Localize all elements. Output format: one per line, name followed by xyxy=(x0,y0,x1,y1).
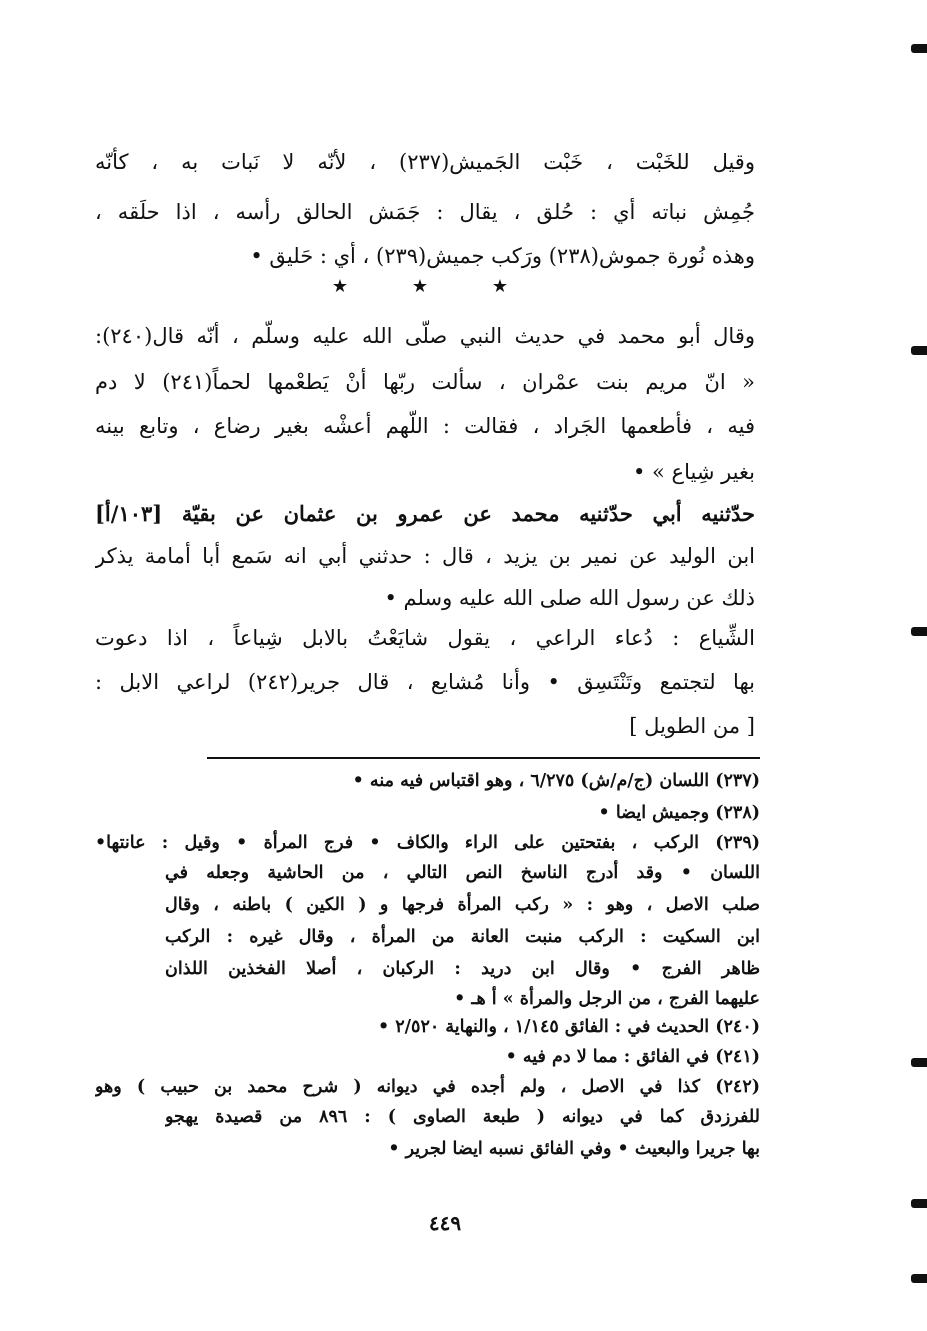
scan-mark xyxy=(911,1274,927,1283)
body-line: وهذه نُورة جموش(٢٣٨) ورَكب جميش(٢٣٩) ، أي : حَليق • xyxy=(250,244,755,268)
footnote-line: اللسان • وقد أدرج الناسخ النص التالي ، من الحاشية وجعله في xyxy=(165,863,760,883)
body-line: ابن الوليد عن نمير بن يزيد ، قال : حدثني أبي انه سَمع أبا أمامة يذكر xyxy=(95,544,755,568)
body-line: وقيل للخَبْت ، خَبْت الجَميش(٢٣٧) ، لأنّه لا نَبات به ، كأنّه xyxy=(95,150,755,174)
scan-mark xyxy=(911,44,927,53)
footnote-line: ظاهر الفرج • وقال ابن دريد : الركبان ، أصلا الفخذين اللذان xyxy=(165,959,760,979)
body-line: حدّثنيه أبي حدّثنيه محمد عن عمرو بن عثمان عن بقيّة [١٠٣/أ] xyxy=(95,501,755,526)
scan-mark xyxy=(911,1199,927,1208)
footnote-line: للفرزدق كما في ديوانه ( طبعة الصاوى ) : ٨٩٦ من قصيدة يهجو xyxy=(165,1107,760,1127)
footnotes xyxy=(95,0,760,1180)
footnote-line: (٢٣٧) اللسان (ج/م/ش) ٦/٢٧٥ ، وهو اقتباس فيه منه • xyxy=(352,771,760,791)
footnote-line: (٢٤١) في الفائق : مما لا دم فيه • xyxy=(505,1047,760,1067)
footnote-line: (٢٣٩) الركب ، بفتحتين على الراء والكاف • فرج المرأة • وقيل : عانتها• xyxy=(95,833,760,853)
scan-mark xyxy=(911,1058,927,1067)
body-line: الشِّياع : دُعاء الراعي ، يقول شايَعْتُ بالابل شِياعاً ، اذا دعوت xyxy=(95,626,755,650)
footnote-line: (٢٣٨) وجميش ايضا • xyxy=(598,803,760,823)
star-icon: ★ xyxy=(411,276,429,297)
footnote-line: بها جريرا والبعيث • وفي الفائق نسبه ايضا لجرير • xyxy=(388,1139,760,1159)
body-line: « انّ مريم بنت عمْران ، سألت ربّها أنْ يَطعْمها لحماً(٢٤١) لا دم xyxy=(95,370,755,394)
page-number: ٤٤٩ xyxy=(428,1211,462,1235)
star-icon: ★ xyxy=(331,276,349,297)
body-line: وقال أبو محمد في حديث النبي صلّى الله عليه وسلّم ، أنّه قال(٢٤٠): xyxy=(95,324,755,348)
footnote-line: عليهما الفرج ، من الرجل والمرأة » أ هـ • xyxy=(454,989,760,1009)
star-icon: ★ xyxy=(491,276,509,297)
footnote-line: صلب الاصل ، وهو : « ركب المرأة فرجها و ( الكين ) باطنه ، وقال xyxy=(165,895,760,915)
scan-mark xyxy=(911,346,927,355)
body-line: فيه ، فأطعمها الجَراد ، فقالت : اللّهم أعشْه بغير رضاع ، وتابع بينه xyxy=(95,414,755,438)
body-line: ذلك عن رسول الله صلى الله عليه وسلم • xyxy=(384,586,755,610)
scan-mark xyxy=(911,627,927,636)
footnote-line: ابن السكيت : الركب منبت العانة من المرأة ، وقال غيره : الركب xyxy=(165,927,760,947)
footnote-line: (٢٤٢) كذا في الاصل ، ولم أجده في ديوانه ( شرح محمد بن حبيب ) وهو xyxy=(95,1077,760,1097)
body-line: جُمِش نباته أي : حُلق ، يقال : جَمَش الحالق رأسه ، اذا حلَقه ، xyxy=(95,200,755,224)
verse-meter-label: [ من الطويل ] xyxy=(629,714,755,738)
footnote-line: (٢٤٠) الحديث في : الفائق ١/١٤٥ ، والنهاية ٢/٥٢٠ • xyxy=(377,1017,760,1037)
body-line: بها لتجتمع وتَنْتَسِق • وأنا مُشايع ، قال جرير(٢٤٢) لراعي الابل : xyxy=(95,670,755,694)
body-line: بغير شِياع » • xyxy=(632,460,755,484)
